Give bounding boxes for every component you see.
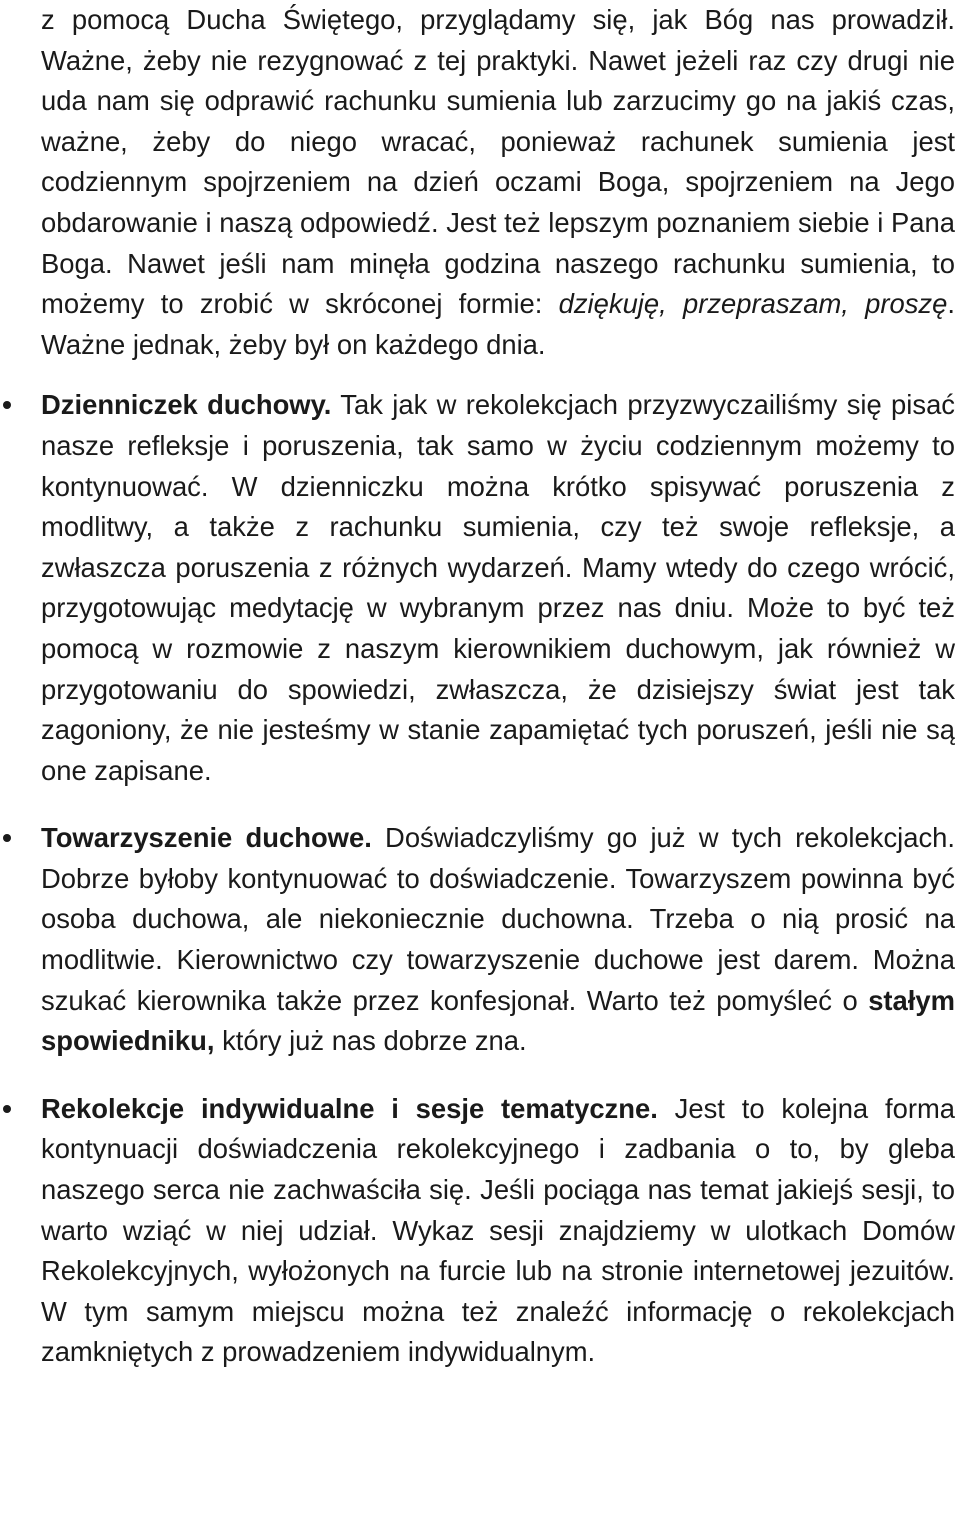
item-body: Tak jak w rekolekcjach przyzwyczailiśmy się pisać nasze refleksje i poruszenia, tak samo w życiu codziennym możemy to kontynuować. W dzienniczku można krótko spisywać poruszenia z modlitwy, a także z rachunku sumienia, czy też swoje refleksje, a zwłaszcza poruszenia z różnych wydarzeń. Mamy wtedy do czego wrócić, przygotowując medytację w wybranym przez nas dniu. Może to być też pomocą w rozmowie z naszym kierownikiem duchowym, jak również w przygotowaniu do spowiedzi, zwłaszcza, że dzisiejszy świat jest tak zagoniony, że nie jesteśmy w stanie zapamiętać tych poruszeń, jeśli nie są one zapisane. xyxy=(41,389,955,786)
intro-paragraph xyxy=(41,0,955,365)
item-bold-phrase: stałym spowiedniku, xyxy=(41,984,955,1057)
document-page xyxy=(41,0,955,1400)
intro-text-end: . Ważne jednak, żeby był on każdego dnia. xyxy=(41,288,955,360)
list-item-dzienniczek xyxy=(41,385,955,791)
item-body: Jest to kolejna forma kontynuacji doświadczenia rekolekcyjnego i zadbania o to, by gleba naszego serca nie zachwaściła się. Jeśli pociąga nas temat jakiejś sesji, to warto wziąć w niej udział. Wykaz sesji znajdziemy w ulotkach Domów Rekolekcyjnych, wyłożonych na furcie lub na stronie internetowej jezuitów. W tym samym miejscu można też znaleźć informację o rekolekcjach zamkniętych z prowadzeniem indywidualnym. xyxy=(41,1092,955,1368)
item-body: Doświadczyliśmy go już w tych rekolekcjach. Dobrze byłoby kontynuować to doświadczenie. Towarzyszem powinna być osoba duchowa, ale niekoniecznie duchowna. Trzeba o nią prosić na modlitwie. Kierownictwo czy towarzyszenie duchowe jest darem. Można szukać kierownika także przez konfesjonał. Warto też pomyśleć o xyxy=(41,822,955,1016)
item-title: Towarzyszenie duchowe. xyxy=(41,822,372,854)
list-item-rekolekcje xyxy=(41,1089,955,1373)
bullet-icon xyxy=(3,834,11,842)
bullet-list xyxy=(41,385,955,1373)
intro-text: z pomocą Ducha Świętego, przyglądamy się, jak Bóg nas prowadził. Ważne, żeby nie rezygnować z tej praktyki. Nawet jeżeli raz czy drugi nie uda nam się odprawić rachunku sumienia lub zarzucimy go na jakiś czas, ważne, żeby do niego wracać, ponieważ rachunek sumienia jest codziennym spojrzeniem na dzień oczami Boga, spojrzeniem na Jego obdarowanie i naszą odpowiedź. Jest też lepszym poznaniem siebie i Pana Boga. Nawet jeśli nam minęła godzina naszego rachunku sumienia, to możemy to zrobić w skróconej formie: xyxy=(41,4,955,320)
item-title: Dzienniczek duchowy. xyxy=(41,389,332,421)
bullet-icon xyxy=(3,1105,11,1113)
item-title: Rekolekcje indywidualne i sesje tematyczne. xyxy=(41,1092,658,1124)
intro-italic-phrase: dziękuję, przepraszam, proszę xyxy=(558,288,948,320)
item-body-end: który już nas dobrze zna. xyxy=(214,1025,527,1057)
bullet-icon xyxy=(3,401,11,409)
list-item-towarzyszenie xyxy=(41,818,955,1062)
